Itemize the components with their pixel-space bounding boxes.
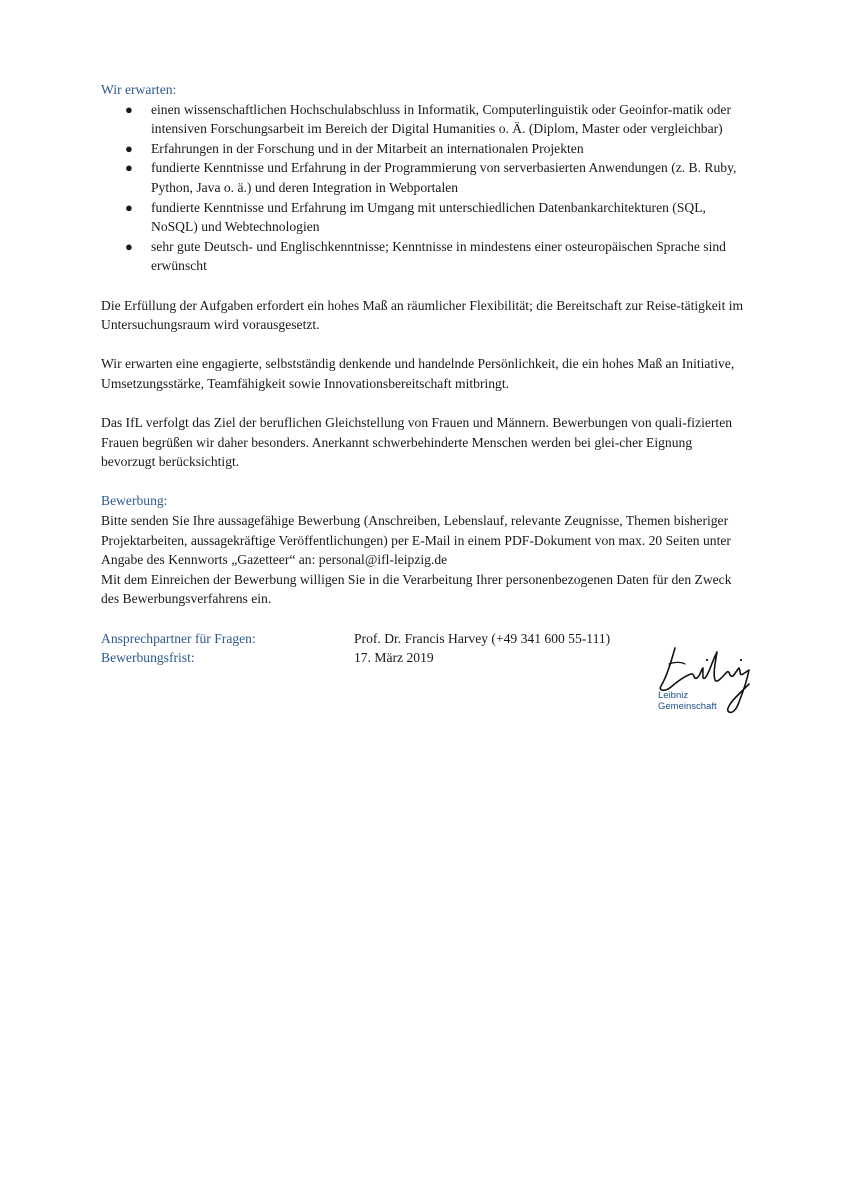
requirement-languages: sehr gute Deutsch- und Englischkenntnisse; Kenntnisse in mindestens einer osteuropäischen Sprache sind erwünscht [151,238,726,274]
bullet-icon: ● [125,238,133,254]
contact-person: Prof. Dr. Francis Harvey (+49 341 600 55-111) [354,630,611,646]
requirement-databases: fundierte Kenntnisse und Erfahrung im Umgang mit unterschiedlichen Datenbankarchitekturen (SQL, NoSQL) und Webtechnologien [151,199,706,235]
list-item [101,139,746,159]
personality-paragraph: Wir erwarten eine engagierte, selbstständig denkende und handelnde Persönlichkeit, die ein hohes Maß an Initiative, Umsetzungsstärke, Teamfähigkeit sowie Innovationsbereitschaft mitbringt. [101,356,735,391]
equality-paragraph: Das IfL verfolgt das Ziel der beruflichen Gleichstellung von Frauen und Männern. Bewerbungen von quali-fizierten Frauen begrüßen wir daher besonders. Anerkannt schwerbehinderte Menschen werden bei glei-cher Eignung bevorzugt berücksichtigt. [101,415,733,470]
bullet-icon: ● [125,101,133,117]
bullet-icon: ● [125,140,133,156]
expect-heading: Wir erwarten: [101,82,177,97]
list-item [101,100,746,139]
flexibility-paragraph: Die Erfüllung der Aufgaben erfordert ein hohes Maß an räumlicher Flexibilität; die Bereitschaft zur Reise-tätigkeit im Untersuchungsraum wird vorausgesetzt. [101,297,744,333]
logo-line-gemeinschaft: Gemeinschaft [658,701,717,712]
logo-line-leibniz: Leibniz [658,690,689,701]
application-heading: Bewerbung: [101,493,168,509]
list-item [101,158,746,197]
deadline-value: 17. März 2019 [354,650,434,666]
contact-label: Ansprechpartner für Fragen: [101,630,256,646]
requirement-research: Erfahrungen in der Forschung und in der Mitarbeit an internationalen Projekten [151,140,584,156]
bullet-icon: ● [125,160,133,176]
application-instructions: Bitte senden Sie Ihre aussagefähige Bewerbung (Anschreiben, Lebenslauf, relevante Zeugnisse, Themen bisheriger Projektarbeiten, aussagekräftige Veröffentlichungen) per E-Mail in einem PDF-Dokument von max. 20 Seiten unter Angabe des Kennworts „Gazetteer“ an: personal@ifl-leipzig.de [101,513,731,568]
requirement-degree: einen wissenschaftlichen Hochschulabschluss in Informatik, Computerlinguistik oder Geoinfor-matik oder intensiven Forschungsarbeit im Bereich der Digital Humanities o. Ä. (Diplom, Master oder vergleichbar) [151,101,731,137]
requirements-list [101,100,746,276]
leibniz-logo [645,640,755,720]
list-item [101,198,746,237]
requirement-programming: fundierte Kenntnisse und Erfahrung in der Programmierung von serverbasierten Anwendungen (z. B. Ruby, Python, Java o. ä.) und deren Integration in Webportalen [151,160,737,195]
logo-wordmark [658,690,717,712]
list-item [101,237,746,276]
document-content [101,80,746,668]
application-consent: Mit dem Einreichen der Bewerbung willigen Sie in die Verarbeitung Ihrer personenbezogenen Daten für den Zweck des Bewerbungsverfahrens ein. [101,571,732,607]
bullet-icon: ● [125,199,133,215]
deadline-label: Bewerbungsfrist: [101,650,195,666]
